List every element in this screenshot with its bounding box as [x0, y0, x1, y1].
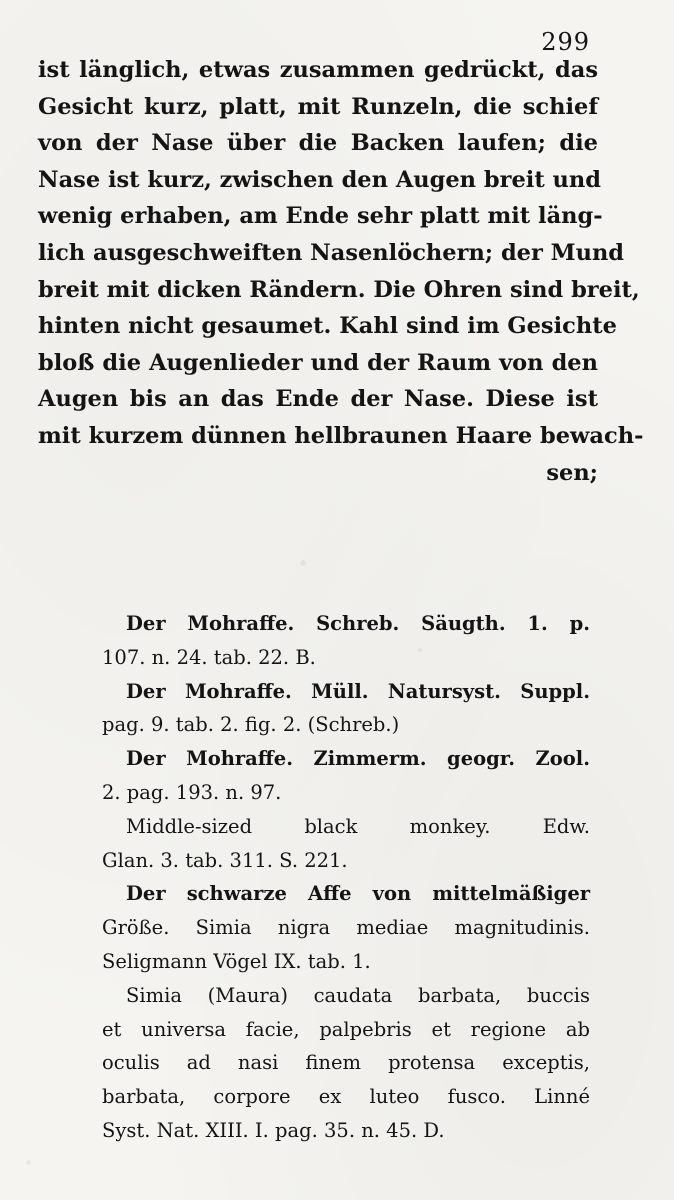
reference-entry: [102, 742, 590, 810]
reference-entry: [102, 810, 590, 878]
reference-line: Syst. Nat. XIII. I. pag. 35. n. 45. D.: [102, 1118, 445, 1142]
text-line: Gesicht kurz, platt, mit Runzeln, die schief: [38, 93, 598, 120]
reference-entry: [102, 877, 590, 978]
text-line: mit kurzem dünnen hellbraunen Haare bewach-: [38, 422, 644, 449]
reference-line: Seligmann Vögel IX. tab. 1.: [102, 949, 371, 973]
reference-line: Größe. Simia nigra mediae magnitudinis.: [102, 916, 590, 940]
text-line: bloß die Augenlieder und der Raum von den: [38, 349, 598, 376]
reference-line: Der schwarze Affe von mittelmäßiger: [126, 882, 590, 906]
text-line: breit mit dicken Rändern. Die Ohren sind breit,: [38, 276, 640, 303]
reference-line: 2. pag. 193. n. 97.: [102, 780, 282, 804]
page-number: 299: [541, 28, 590, 56]
reference-line: Der Mohraffe. Schreb. Säugth. 1. p.: [126, 612, 590, 635]
reference-line: pag. 9. tab. 2. fig. 2. (Schreb.): [102, 713, 400, 737]
reference-entry: [102, 607, 590, 675]
text-line: Augen bis an das Ende der Nase. Diese ist: [38, 386, 598, 413]
text-line: hinten nicht gesaumet. Kahl sind im Gesichte: [38, 313, 617, 340]
reference-line: Der Mohraffe. Müll. Natursyst. Suppl.: [126, 679, 590, 703]
reference-line: et universa facie, palpebris et regione ab: [102, 1017, 590, 1041]
reference-entry: [102, 979, 590, 1148]
main-paragraph: [38, 52, 644, 491]
text-line: ist länglich, etwas zusammen gedrückt, das: [38, 57, 598, 83]
reference-entry: [102, 675, 590, 743]
text-line: sen;: [546, 459, 598, 486]
reference-line: Simia (Maura) caudata barbata, buccis: [126, 983, 590, 1007]
text-line: Nase ist kurz, zwischen den Augen breit und: [38, 166, 601, 193]
reference-line: oculis ad nasi finem protensa exceptis,: [102, 1051, 590, 1075]
reference-line: Glan. 3. tab. 311. S. 221.: [102, 848, 348, 872]
reference-line: Middle-sized black monkey. Edw.: [126, 814, 590, 838]
ink-speck: [300, 560, 306, 566]
ink-speck: [26, 1160, 31, 1165]
reference-line: Der Mohraffe. Zimmerm. geogr. Zool.: [126, 747, 590, 771]
references-block: [102, 607, 590, 1148]
text-line: lich ausgeschweiften Nasenlöchern; der Mund: [38, 239, 625, 266]
text-line: von der Nase über die Backen laufen; die: [38, 130, 598, 157]
reference-line: 107. n. 24. tab. 22. B.: [102, 645, 316, 669]
text-line: wenig erhaben, am Ende sehr platt mit läng-: [38, 203, 603, 230]
reference-line: barbata, corpore ex luteo fusco. Linné: [102, 1085, 590, 1109]
